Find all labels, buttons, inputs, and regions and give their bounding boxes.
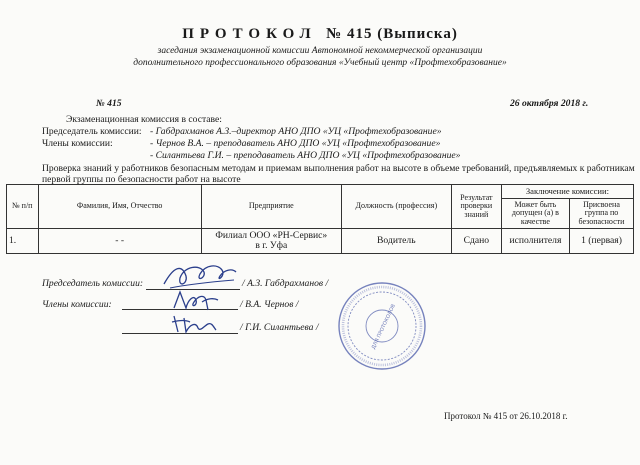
commission-intro: Экзаменационная комиссия в составе: bbox=[66, 114, 222, 125]
header-admitted: Может быть допущен (а) в качестве bbox=[501, 199, 569, 229]
chair-value: - Габдрахманов А.З.–директор АНО ДПО «УЦ «Профтехобразование» bbox=[150, 126, 442, 137]
sign-member-1-name: / В.А. Чернов / bbox=[240, 299, 299, 310]
member-2-value: - Силантьева Г.И. – преподаватель АНО ДПО «УЦ «Профтехобразование» bbox=[150, 150, 461, 161]
table-row bbox=[7, 229, 634, 254]
row-result: Сдано bbox=[451, 229, 501, 254]
title-number: № 415 (Выписка) bbox=[326, 26, 458, 42]
header-name: Фамилия, Имя, Отчество bbox=[38, 185, 201, 229]
protocol-date: 26 октября 2018 г. bbox=[510, 98, 589, 109]
row-company bbox=[201, 229, 341, 254]
row-name: - - bbox=[38, 229, 201, 254]
protocol-number: № 415 bbox=[96, 98, 122, 109]
header-company: Предприятие bbox=[201, 185, 341, 229]
header-num: № п/п bbox=[7, 185, 39, 229]
row-num: 1. bbox=[7, 229, 39, 254]
title-word: ПРОТОКОЛ bbox=[182, 26, 317, 42]
protocol-title bbox=[0, 26, 640, 43]
stamp-center-text: ДЛЯ ПРОТОКОЛОВ bbox=[370, 303, 397, 351]
row-position: Водитель bbox=[341, 229, 451, 254]
sign-members-label: Члены комиссии: bbox=[42, 299, 112, 310]
check-text-line-2: первой группы по безопасности работ на высоте bbox=[42, 174, 241, 185]
header-position: Должность (профессия) bbox=[341, 185, 451, 229]
row-company-line-2: в г. Уфа bbox=[255, 240, 288, 251]
footer-text: Протокол № 415 от 26.10.2018 г. bbox=[444, 411, 568, 421]
chair-label: Председатель комиссии: bbox=[42, 126, 142, 137]
member-2-signature bbox=[168, 312, 218, 336]
header-result: Результат проверки знаний bbox=[451, 185, 501, 229]
header-group: Присвоена группа по безопасности bbox=[569, 199, 633, 229]
sign-member-2-name: / Г.И. Силантьева / bbox=[240, 322, 319, 333]
check-text-line-1: Проверка знаний у работников безопасным методам и приемам выполнения работ на высоте в объеме требований, предъявляемых к работникам bbox=[42, 163, 635, 174]
row-company-line-1: Филиал ООО «РН-Сервис» bbox=[215, 229, 328, 241]
subtitle-line-2: дополнительного профессионального образования «Учебный центр «Профтехобразование» bbox=[133, 58, 507, 68]
header-conclusion: Заключение комиссии: bbox=[501, 185, 633, 199]
row-admitted: исполнителя bbox=[501, 229, 569, 254]
results-table bbox=[6, 184, 634, 254]
member-1-value: - Чернов В.А. – преподаватель АНО ДПО «УЦ «Профтехобразование» bbox=[150, 138, 441, 149]
row-group: 1 (первая) bbox=[569, 229, 633, 254]
organization-stamp bbox=[336, 280, 428, 372]
subtitle-line-1: заседания экзаменационной комиссии Автономной некоммерческой организации bbox=[157, 46, 483, 56]
sign-chair-name: / А.З. Габдрахманов / bbox=[242, 278, 329, 289]
sign-chair-label: Председатель комиссии: bbox=[42, 278, 144, 289]
members-label: Члены комиссии: bbox=[42, 138, 113, 149]
member-1-signature bbox=[170, 288, 220, 314]
